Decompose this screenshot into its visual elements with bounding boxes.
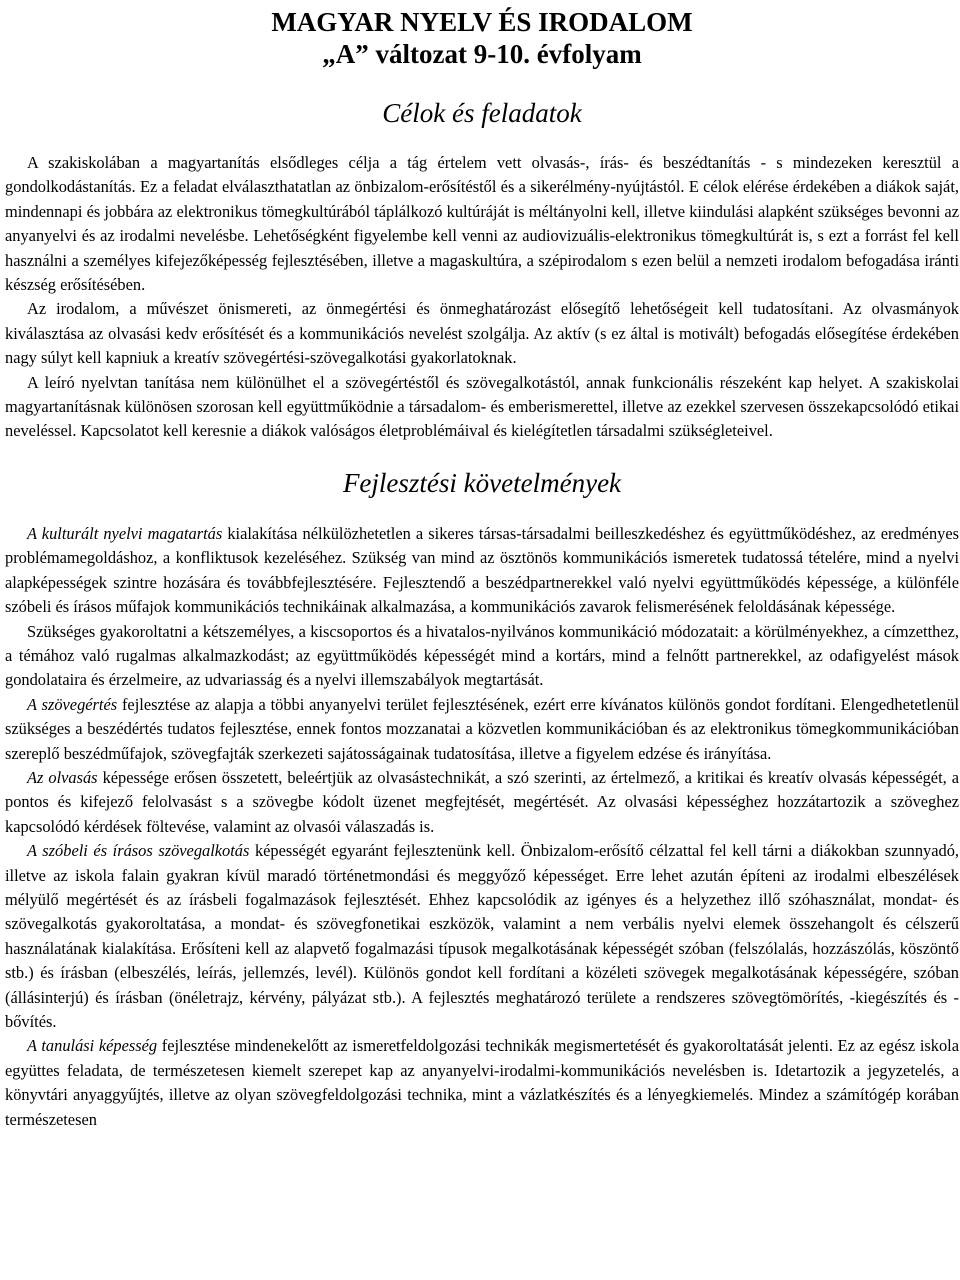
paragraph: A szakiskolában a magyartanítás elsődleges célja a tág értelem vett olvasás-, írás- és beszédtanítás - s mindezeken keresztül a gondolkodástanítás. Ez a feladat elválaszthatatlan az önbizalom-erősítéstől és a sikerélmény-nyújtástól. E célok elérése érdekében a diákok saját, mindennapi és jobbára az elektronikus tömegkultúrából táplálkozó kultúráját is méltányolni kell, illetve kiindulási alapként szükséges bevonni az anyanyelvi és az irodalmi nevelésbe. Lehetőségként figyelembe kell venni az audiovizuális-elektronikus tömegkultúrát is, s ezt a forrást fel kell használni a személyes kifejezőképesség fejlesztésében, illetve a magaskultúra, a szépirodalom s ezen belül a nemzeti irodalom befogadása iránti készség erősítésében. (5, 153, 959, 295)
paragraph: A leíró nyelvtan tanítása nem különülhet el a szövegértéstől és szövegalkotástól, annak funkcionális részeként kap helyet. A szakiskolai magyartanításnak különösen szorosan kell együttműködnie a társadalom- és emberismerettel, illetve az ezekkel szervesen összekapcsolódó etikai neveléssel. Kapcsolatot kell keresnie a diákok valóságos életproblémáival és kielégítetlen társadalmi szükségleteivel. (5, 372, 959, 441)
section-heading-fejlesztesi: Fejlesztési követelmények (342, 467, 622, 498)
term-italic: A szóbeli és írásos szövegalkotás (27, 841, 250, 861)
paragraph (5, 522, 959, 620)
document-subtitle: „A” változat 9-10. évfolyam (322, 39, 642, 69)
paragraph-text: fejlesztése az alapja a többi anyanyelvi terület fejlesztésének, ezért erre kívánatos különös gondot fordítani. Elengedhetetlenül szükséges a beszédértés tudatos fejlesztése, ennek fontos mozzanatai a közvetlen kommunikációban és az elektronikus tömegkommunikációban szereplő beszédműfajok, szövegfajták szerkezeti sajátosságainak tudatosítása, illetve a figyelem edzése és irányítása. (5, 694, 959, 763)
paragraph: Szükséges gyakoroltatni a kétszemélyes, a kiscsoportos és a hivatalos-nyilvános kommunikáció módozatait: a körülményekhez, a címzetthez, a témához való rugalmas alkalmazkodást; az együttműködés képességét mind a kortárs, mind a felnőtt partnerekkel, az odafigyelést mások gondolataira és érzelmeire, az udvariasság és a nyelvi illemszabályok megtartását. (5, 621, 959, 690)
paragraph (5, 766, 959, 839)
paragraph: Az irodalom, a művészet önismereti, az önmegértési és önmeghatározást elősegítő lehetőségeit kell tudatosítani. Az olvasmányok kiválasztása az olvasási kedv erősítését és a kommunikációs nevelést szolgálja. Az aktív (s ez által is motivált) befogadás elősegítése érdekében nagy súlyt kell kapniuk a kreatív szövegértési-szövegalkotási gyakorlatoknak. (5, 299, 959, 368)
paragraph-text: kialakítása nélkülözhetetlen a sikeres társas-társadalmi beilleszkedéshez és együttműködéshez, az eredményes problémamegoldáshoz, a konfliktusok kezeléséhez. Szükség van mind az ösztönös kommunikációs ismeretek tudatossá tételére, mind a nyelvi alapképességek szintre hozására és továbbfejlesztésére. Fejlesztendő a beszédpartnerekkel való nyelvi együttműködés képessége, a különféle szóbeli és írásos műfajok kommunikációs technikáinak alkalmazása, a kommunikációs zavarok felismerésének feloldásának képessége. (5, 523, 959, 617)
term-italic: A tanulási képesség (27, 1036, 158, 1056)
paragraph (5, 839, 959, 1034)
document-page (5, 0, 959, 1132)
term-italic: Az olvasás (27, 767, 98, 787)
paragraph-text: képessége erősen összetett, beleértjük az olvasástechnikát, a szó szerinti, az értelmező, a kritikai és kreatív olvasás képességét, a pontos és kifejező felolvasást s a szövegbe kódolt üzenet megfejtését, megértését. Az olvasási képességhez hozzátartozik a szöveghez kapcsolódó kérdések föltevése, valamint az olvasói válaszadás is. (5, 767, 959, 836)
document-title: MAGYAR NYELV ÉS IRODALOM (271, 7, 693, 37)
term-italic: A szövegértés (27, 694, 118, 714)
paragraph-text: fejlesztése mindenekelőtt az ismeretfeldolgozási technikák megismertetését és gyakoroltatását jelenti. Ez az egész iskola együttes feladata, de természetesen kiemelt szerepet kap az anyanyelvi-irodalmi-kommunikációs nevelésben is. Idetartozik a jegyzetelés, a könyvtári anyaggyűjtés, illetve az olyan szövegfeldolgozási technika, mint a vázlatkészítés és a lényegkiemelés. Mindez a számítógép korában természetesen (5, 1036, 959, 1129)
paragraph (5, 1034, 959, 1132)
term-italic: A kulturált nyelvi magatartás (27, 523, 223, 543)
paragraph (5, 693, 959, 766)
section-heading-celok: Célok és feladatok (382, 98, 582, 128)
paragraph-text: képességét egyaránt fejlesztenünk kell. Önbizalom-erősítő célzattal fel kell tárni a diákokban szunnyadó, illetve az iskola falain gyakran kívül maradó történetmondási és meggyőző képességet. Erre lehet azután építeni az irodalmi elbeszélések mélyülő megértését és az írásbeli fogalmazások fejlesztését. Ehhez kapcsolódik az igényes és a helyzethez illő szóhasználat, mondat- és szövegalkotás gyakoroltatása, a mondat- és szövegfonetikai eszközök, valamint a nem verbális nyelvi elemek összehangolt és célszerű használatának kialakítása. Erősíteni kell az alapvető fogalmazási típusok megalkotásának képességét szóban (felszólalás, hozzászólás, köszöntő stb.) és írásban (elbeszélés, leírás, jellemzés, levél). Különös gondot kell fordítani a közéleti szövegek megalkotásának képességére, szóban (állásinterjú) és írásban (önéletrajz, kérvény, pályázat stb.). A fejlesztés meghatározó területe a rendszeres szövegtömörítés, -kiegészítés és -bővítés. (5, 841, 959, 1031)
